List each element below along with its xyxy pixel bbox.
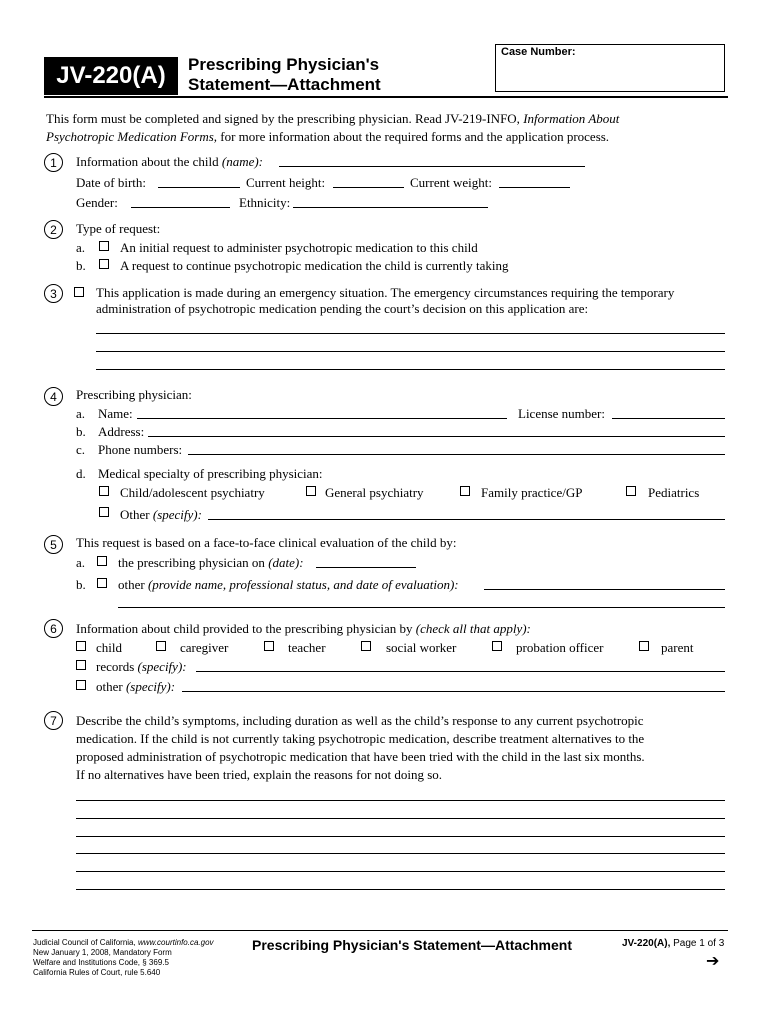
physician-evaluation-checkbox[interactable]	[97, 556, 107, 566]
item-4b-letter: b.	[76, 424, 86, 439]
footer-line-4: California Rules of Court, rule 5.640	[33, 968, 161, 977]
ethnicity-field[interactable]	[293, 207, 488, 208]
other-specialty-checkbox[interactable]	[99, 507, 109, 517]
emergency-line-1[interactable]	[96, 333, 725, 334]
symptoms-line-4[interactable]	[76, 853, 725, 854]
source-probation-officer-text: probation officer	[516, 640, 604, 655]
initial-request-checkbox[interactable]	[99, 241, 109, 251]
item-number-2: 2	[44, 220, 63, 239]
weight-label: Current weight:	[410, 175, 492, 190]
other-specialty-text: Other (specify):	[120, 507, 202, 522]
source-other-text: other (specify):	[96, 679, 176, 694]
evaluation-label: This request is based on a face-to-face clinical evaluation of the child by:	[76, 535, 457, 550]
continue-request-checkbox[interactable]	[99, 259, 109, 269]
family-practice-text: Family practice/GP	[481, 485, 583, 500]
weight-field[interactable]	[499, 187, 570, 188]
source-child-text: child	[96, 640, 122, 655]
source-caregiver-text: caregiver	[180, 640, 229, 655]
footer-rule	[32, 930, 728, 931]
form-number: JV-220(A)	[56, 62, 166, 89]
symptoms-text-4: If no alternatives have been tried, explain the reasons for not doing so.	[76, 767, 443, 782]
source-child-checkbox[interactable]	[76, 641, 86, 651]
intro-line-1: This form must be completed and signed by the prescribing physician. Read JV-219-INFO, Information About	[46, 111, 620, 126]
emergency-checkbox[interactable]	[74, 287, 84, 297]
source-records-checkbox[interactable]	[76, 660, 86, 670]
physician-evaluation-text: the prescribing physician on (date):	[118, 555, 304, 570]
source-records-field[interactable]	[196, 671, 725, 672]
item-number-1: 1	[44, 153, 63, 172]
child-name-field[interactable]	[279, 166, 585, 167]
title-rule	[44, 96, 728, 98]
source-parent-text: parent	[661, 640, 694, 655]
footer-line-2: New January 1, 2008, Mandatory Form	[33, 948, 172, 957]
item-number-3: 3	[44, 284, 63, 303]
source-social-worker-text: social worker	[386, 640, 457, 655]
source-teacher-text: teacher	[288, 640, 326, 655]
symptoms-text-3: proposed administration of psychotropic medication that have been tried with the child in the last six months.	[76, 749, 645, 764]
physician-name-field[interactable]	[137, 418, 507, 419]
height-label: Current height:	[246, 175, 326, 190]
symptoms-line-5[interactable]	[76, 871, 725, 872]
source-social-worker-checkbox[interactable]	[361, 641, 371, 651]
item-4c-letter: c.	[76, 442, 86, 457]
physician-name-label: Name:	[98, 406, 133, 421]
prescribing-physician-label: Prescribing physician:	[76, 387, 192, 402]
pediatrics-text: Pediatrics	[648, 485, 700, 500]
title-line-1: Prescribing Physician's	[188, 55, 380, 74]
general-psychiatry-text: General psychiatry	[325, 485, 424, 500]
source-probation-officer-checkbox[interactable]	[492, 641, 502, 651]
symptoms-line-3[interactable]	[76, 836, 725, 837]
source-other-field[interactable]	[182, 691, 725, 692]
item-number-4: 4	[44, 387, 63, 406]
source-teacher-checkbox[interactable]	[264, 641, 274, 651]
title-line-2: Statement—Attachment	[188, 75, 381, 94]
item-2a-letter: a.	[76, 240, 86, 255]
info-provided-label: Information about child provided to the prescribing physician by (check all that apply):	[76, 621, 531, 636]
footer-line-3: Welfare and Institutions Code, § 369.5	[33, 958, 169, 967]
other-evaluator-text: other (provide name, professional status, and date of evaluation):	[118, 577, 459, 592]
item-number-5: 5	[44, 535, 63, 554]
phone-numbers-label: Phone numbers:	[98, 442, 183, 457]
child-psychiatry-text: Child/adolescent psychiatry	[120, 485, 265, 500]
dob-label: Date of birth:	[76, 175, 147, 190]
general-psychiatry-checkbox[interactable]	[306, 486, 316, 496]
pediatrics-checkbox[interactable]	[626, 486, 636, 496]
dob-field[interactable]	[158, 187, 240, 188]
footer-page: JV-220(A), Page 1 of 3	[622, 938, 725, 949]
emergency-text-1: This application is made during an emergency situation. The emergency circumstances requiring the temporary	[96, 285, 675, 300]
item-number-6: 6	[44, 619, 63, 638]
other-evaluator-field-1[interactable]	[484, 589, 725, 590]
symptoms-line-2[interactable]	[76, 818, 725, 819]
request-type-label: Type of request:	[76, 221, 161, 236]
source-other-checkbox[interactable]	[76, 680, 86, 690]
continue-request-text: A request to continue psychotropic medication the child is currently taking	[120, 258, 509, 273]
child-name-label: Information about the child (name):	[76, 154, 264, 169]
license-number-field[interactable]	[612, 418, 725, 419]
ethnicity-label: Ethnicity:	[239, 195, 291, 210]
evaluation-date-field[interactable]	[316, 567, 416, 568]
footer-line-1: Judicial Council of California, www.courtinfo.ca.gov	[33, 938, 214, 947]
phone-numbers-field[interactable]	[188, 454, 725, 455]
emergency-line-3[interactable]	[96, 369, 725, 370]
emergency-text-2: administration of psychotropic medication pending the court’s decision on this application are:	[96, 301, 589, 316]
item-number-7: 7	[44, 711, 63, 730]
item-2b-letter: b.	[76, 258, 86, 273]
emergency-line-2[interactable]	[96, 351, 725, 352]
other-evaluator-checkbox[interactable]	[97, 578, 107, 588]
next-page-arrow-icon: ➔	[706, 951, 720, 970]
other-specialty-field[interactable]	[208, 519, 725, 520]
source-parent-checkbox[interactable]	[639, 641, 649, 651]
license-number-label: License number:	[518, 406, 605, 421]
item-5b-letter: b.	[76, 577, 86, 592]
height-field[interactable]	[333, 187, 404, 188]
symptoms-line-1[interactable]	[76, 800, 725, 801]
address-label: Address:	[98, 424, 145, 439]
symptoms-text-1: Describe the child’s symptoms, including duration as well as the child’s response to any current psychotropic	[76, 713, 644, 728]
footer-citation	[33, 938, 214, 978]
child-psychiatry-checkbox[interactable]	[99, 486, 109, 496]
source-records-text: records (specify):	[96, 659, 187, 674]
initial-request-text: An initial request to administer psychotropic medication to this child	[120, 240, 478, 255]
address-field[interactable]	[148, 436, 725, 437]
item-5a-letter: a.	[76, 555, 86, 570]
item-4a-letter: a.	[76, 406, 86, 421]
symptoms-text-2: medication. If the child is not currently taking psychotropic medication, describe treatment alternatives to the	[76, 731, 645, 746]
other-evaluator-field-2[interactable]	[118, 607, 725, 608]
footer-title: Prescribing Physician's Statement—Attachment	[252, 937, 572, 953]
family-practice-checkbox[interactable]	[460, 486, 470, 496]
gender-label: Gender:	[76, 195, 118, 210]
case-number-label: Case Number:	[501, 46, 576, 58]
symptoms-line-6[interactable]	[76, 889, 725, 890]
item-4d-letter: d.	[76, 466, 86, 481]
gender-field[interactable]	[131, 207, 230, 208]
intro-line-2: Psychotropic Medication Forms, for more information about the required forms and the application process.	[46, 129, 610, 144]
medical-specialty-label: Medical specialty of prescribing physician:	[98, 466, 323, 481]
source-caregiver-checkbox[interactable]	[156, 641, 166, 651]
